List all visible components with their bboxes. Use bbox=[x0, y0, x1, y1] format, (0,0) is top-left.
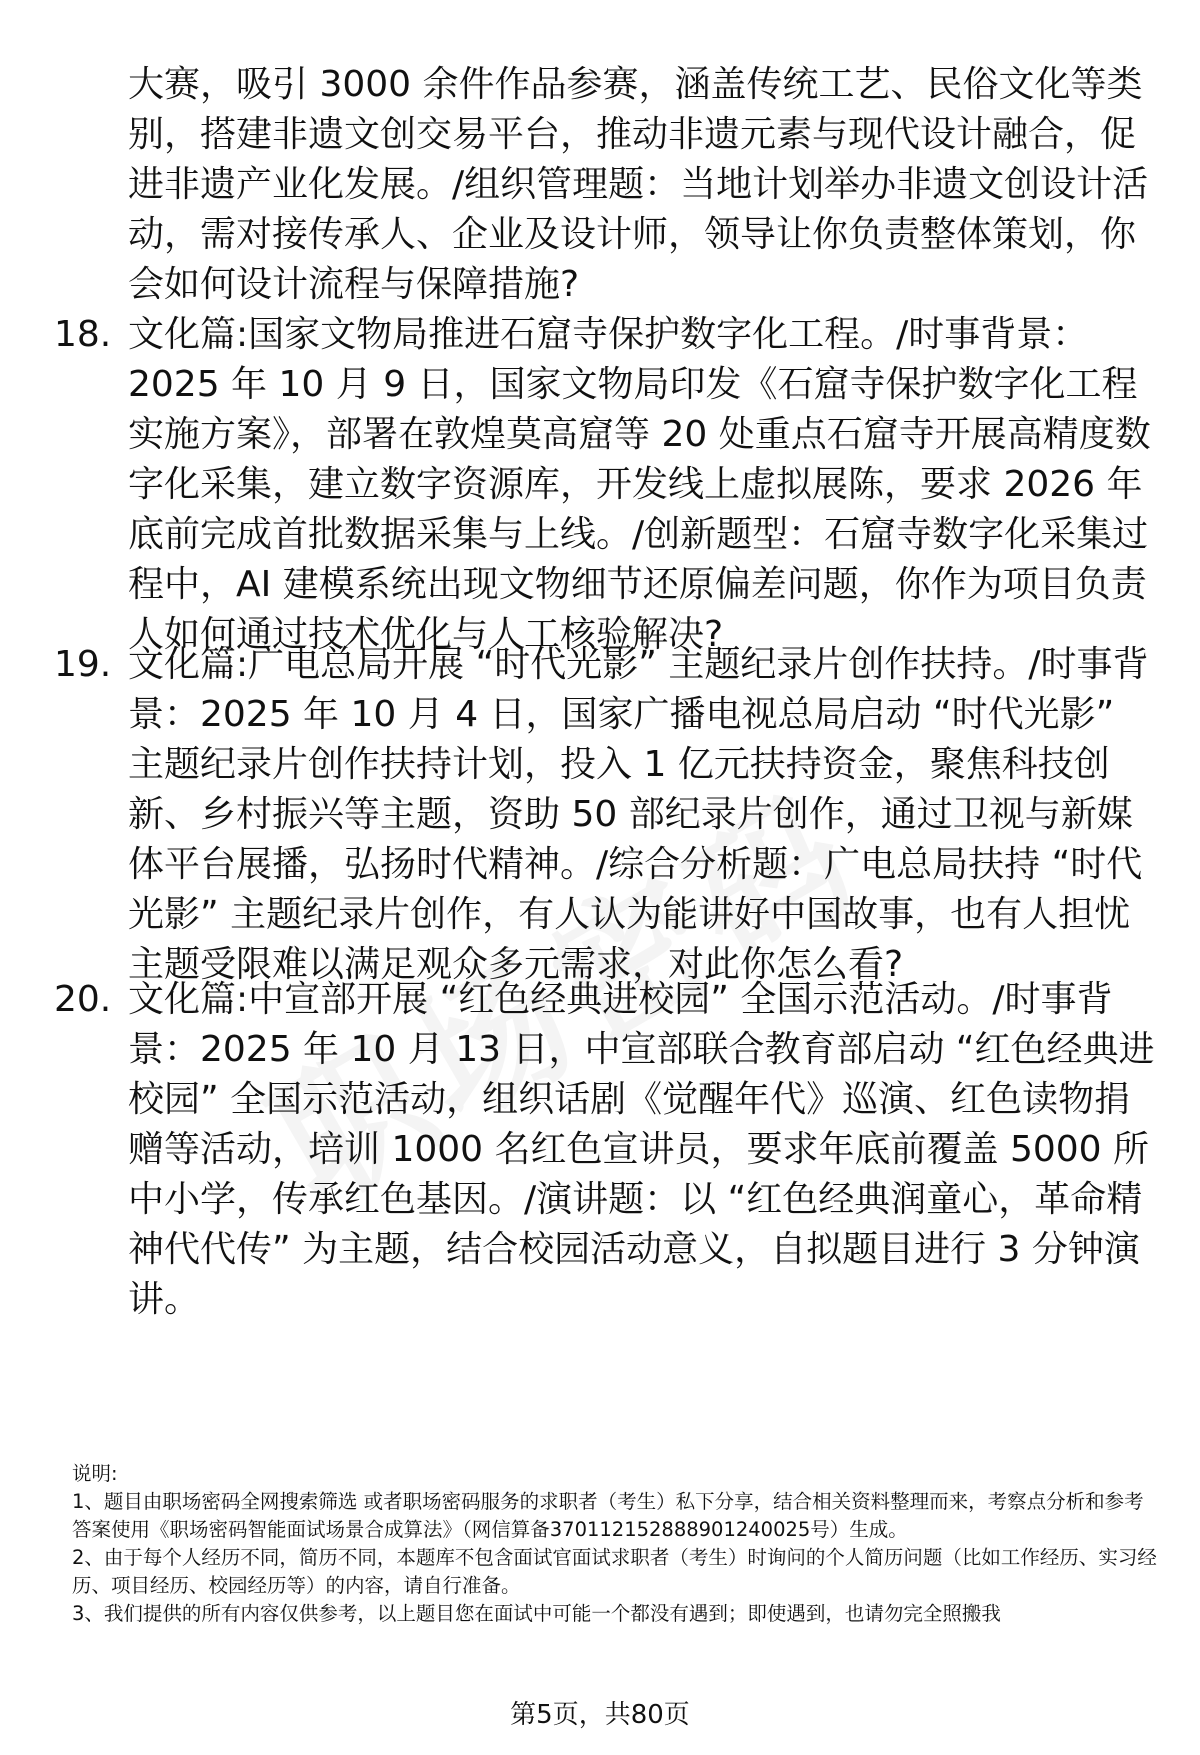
item-number: 20. bbox=[54, 979, 112, 1020]
list-item bbox=[50, 640, 1160, 990]
item-number: 19. bbox=[54, 644, 112, 685]
item-text: 文化篇:中宣部开展 “红色经典进校园” 全国示范活动。/时事背景：2025 年 10 月 13 日，中宣部联合教育部启动 “红色经典进校园” 全国示范活动，组织话剧《觉醒年代》巡演、红色读物捐赠等活动，培训 1000 名红色宣讲员，要求年底前覆盖 5000 所中小学，传承红色基因。/演讲题：以 “红色经典润童心，革命精神代代传” 为主题，结合校园活动意义，自拟题目进行 3 分钟演讲。 bbox=[128, 979, 1155, 1320]
item-text: 文化篇:国家文物局推进石窟寺保护数字化工程。/时事背景：2025 年 10 月 9 日，国家文物局印发《石窟寺保护数字化工程实施方案》，部署在敦煌莫高窟等 20 处重点石窟寺开展高精度数字化采集，建立数字资源库，开发线上虚拟展陈，要求 2026 年底前完成首批数据采集与上线。/创新题型：石窟寺数字化采集过程中，AI 建模系统出现文物细节还原偏差问题，你作为项目负责人如何通过技术优化与人工核验解决? bbox=[128, 314, 1151, 655]
note-line: 3、我们提供的所有内容仅供参考，以上题目您在面试中可能一个都没有遇到；即使遇到，也请勿完全照搬我 bbox=[72, 1602, 1001, 1625]
item-number: 18. bbox=[54, 314, 112, 355]
continued-paragraph: 大赛，吸引 3000 余件作品参赛，涵盖传统工艺、民俗文化等类别，搭建非遗文创交易平台，推动非遗元素与现代设计融合，促进非遗产业化发展。/组织管理题：当地计划举办非遗文创设计活动，需对接传承人、企业及设计师，领导让你负责整体策划，你会如何设计流程与保障措施? bbox=[128, 64, 1149, 305]
note-line: 1、题目由职场密码全网搜索筛选 或者职场密码服务的求职者（考生）私下分享，结合相关资料整理而来，考察点分析和参考答案使用《职场密码智能面试场景合成算法》（网信算备370112152888901240025号）生成。 bbox=[72, 1490, 1144, 1541]
notes-section bbox=[72, 1460, 1162, 1628]
list-item bbox=[50, 310, 1160, 660]
notes-heading: 说明: bbox=[72, 1462, 118, 1485]
list-item bbox=[50, 975, 1160, 1325]
note-line: 2、由于每个人经历不同，简历不同，本题库不包含面试官面试求职者（考生）时询问的个人简历问题（比如工作经历、实习经历、项目经历、校园经历等）的内容，请自行准备。 bbox=[72, 1546, 1157, 1597]
page-number: 第5页，共80页 bbox=[510, 1700, 690, 1730]
item-text: 文化篇:广电总局开展 “时代光影” 主题纪录片创作扶持。/时事背景：2025 年 10 月 4 日，国家广播电视总局启动 “时代光影” 主题纪录片创作扶持计划，投入 1 亿元扶持资金，聚焦科技创新、乡村振兴等主题，资助 50 部纪录片创作，通过卫视与新媒体平台展播，弘扬时代精神。/综合分析题：广电总局扶持 “时代光影” 主题纪录片创作，有人认为能讲好中国故事，也有人担忧主题受限难以满足观众多元需求，对此你怎么看? bbox=[128, 644, 1149, 985]
